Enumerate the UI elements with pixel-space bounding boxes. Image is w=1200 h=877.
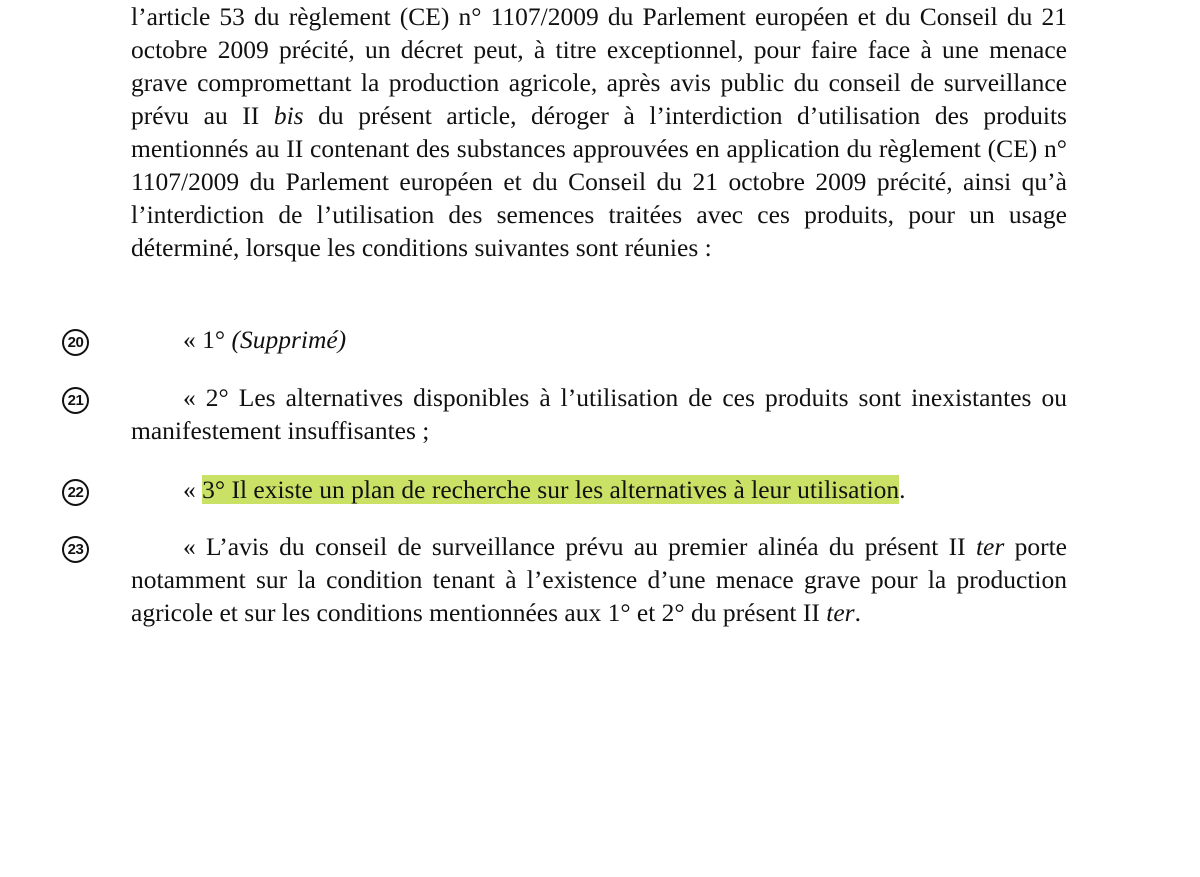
item-23-italic-ter-1: ter [975,532,1005,561]
item-22-prefix: « [183,475,203,504]
item-20-prefix: « 1° [183,325,232,354]
item-23-part3: . [854,598,861,627]
item-20-italic: (Supprimé) [231,325,347,354]
item-23-italic-ter-2: ter [826,598,855,627]
item-22-suffix: . [899,475,906,504]
item-paragraph-22 [131,473,1067,506]
alinea-number-23: 23 [62,536,89,563]
item-paragraph-20 [131,323,1067,356]
item-23-part1: « L’avis du conseil de surveillance prévu au premier alinéa du présent II [183,532,976,561]
alinea-number-22: 22 [62,479,89,506]
highlighted-text: 3° Il existe un plan de recherche sur les alternatives à leur utilisation [202,475,900,504]
intro-text-part1: l’article 53 du règlement (CE) n° 1107/2009 du Parlement européen et du Conseil du 21 octobre 2009 précité, un décret peut, à titre exceptionnel, pour faire face à une menace grave compromettant la production agricole, après avis public du conseil de surveillance prévu au II [131,2,1067,130]
item-21-text: « 2° Les alternatives disponibles à l’utilisation de ces produits sont inexistantes ou manifestement insuffisantes ; [131,383,1067,445]
item-paragraph-23 [131,530,1067,629]
alinea-number-20: 20 [62,329,89,356]
alinea-number-21: 21 [62,387,89,414]
intro-paragraph [131,0,1067,264]
item-23-part2: porte notamment sur la condition tenant à l’existence d’une menace grave pour la production agricole et sur les conditions mentionnées aux 1° et 2° du présent II [131,532,1067,627]
item-paragraph-21 [131,381,1067,447]
intro-text-part2: du présent article, déroger à l’interdiction d’utilisation des produits mentionnés au II contenant des substances approuvées en application du règlement (CE) n° 1107/2009 du Parlement européen et du Conseil du 21 octobre 2009 précité, ainsi qu’à l’interdiction de l’utilisation des semences traitées avec ces produits, pour un usage déterminé, lorsque les conditions suivantes sont réunies : [131,101,1067,262]
intro-italic-bis: bis [273,101,304,130]
